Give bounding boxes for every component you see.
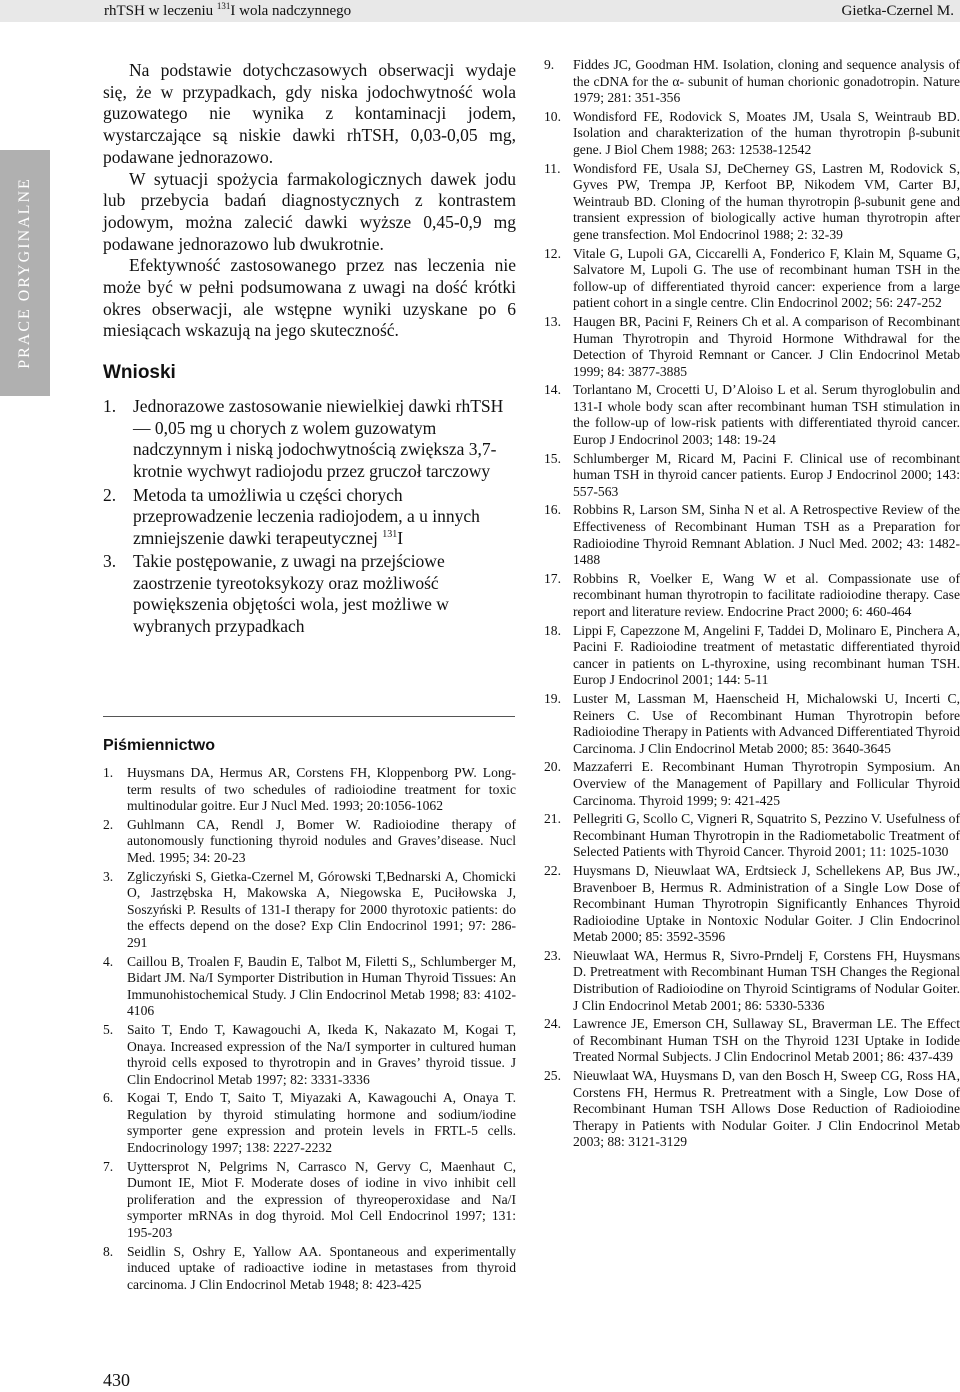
reference-number: 7.	[103, 1158, 114, 1174]
conclusion-sup: 131	[382, 528, 398, 540]
conclusions-list	[103, 396, 516, 638]
reference-item	[544, 863, 960, 946]
reference-text: Mazzaferri E. Recombinant Human Thyrotropin Symposium. An Overview of the Management of Papillary and Follicular Thyroid Carcinoma. Thyroid 1999; 9: 421-425	[573, 759, 960, 808]
reference-number: 13.	[544, 313, 561, 329]
reference-item	[544, 1016, 960, 1066]
reference-number: 25.	[544, 1068, 561, 1084]
reference-number: 4.	[103, 953, 114, 969]
reference-item	[544, 759, 960, 809]
reference-number: 15.	[544, 450, 561, 466]
reference-text: Seidlin S, Oshry E, Yallow AA. Spontaneous and experimentally induced uptake of radioactive iodine in metastases from thyroid carcinoma. J Clin Endocrinol Metab 1948; 8: 423-425	[127, 1243, 516, 1292]
reference-number: 1.	[103, 765, 114, 780]
reference-number: 16.	[544, 502, 561, 518]
reference-text: Schlumberger M, Ricard M, Pacini F. Clinical use of recombinant human TSH in thyroid cancer patients. Europ J Endocrinol 2000; 143: 557-563	[573, 450, 960, 499]
header-author: Gietka-Czernel M.	[841, 3, 954, 19]
reference-number: 6.	[103, 1090, 114, 1106]
reference-number: 14.	[544, 382, 561, 398]
references-list-left	[103, 765, 516, 1293]
reference-text: Wondisford FE, Rodovick S, Moates JM, Usala S, Weintraub BD. Isolation and charakterization of the human thyrotropin β-subunit gene. J Biol Chem 1988; 263: 12538-12542	[573, 108, 960, 157]
reference-item	[103, 765, 516, 815]
conclusions-heading: Wnioski	[103, 362, 176, 384]
reference-number: 23.	[544, 947, 561, 963]
conclusion-text: Takie postępowanie, z uwagi na przejściowe zaostrzenie tyreotoksykozy oraz możliwość powiększenia objętości wola, jest możliwe w wybranych przypadkach	[133, 551, 449, 637]
reference-item	[544, 314, 960, 380]
references-column-left	[103, 765, 516, 1295]
conclusion-number: 2.	[103, 484, 117, 505]
reference-text: Zgliczyński S, Gietka-Czernel M, Górowski T,Bednarski A, Chomicki O, Jastrzębska H, Makowska A, Niegowska E, Puciłowska J, Soszyński P. Results of 131-I therapy for 2000 thyrotoxic patients: do the effects depend on the dose? Exp Clin Endocrinol 1991; 97: 286-291	[127, 868, 516, 950]
reference-item	[103, 1159, 516, 1242]
references-list-right	[544, 57, 960, 1151]
body-paragraph-2: W sytuacji spożycia farmakologicznych dawek jodu lub przebycia badań diagnostycznych z kontrastem jodowym, można zalecić dawki wyższe 0,45-0,9 mg podawane jednorazowo lub dwukrotnie.	[103, 168, 516, 254]
reference-text: Huysmans DA, Hermus AR, Corstens FH, Kloppenborg PW. Long-term results of two schedules of radioiodine treatment for toxic multinodular goitre. Eur J Nucl Med. 1993; 20:1056-1062	[127, 765, 516, 814]
header-title	[104, 1, 351, 21]
conclusion-text: Metoda ta umożliwia u części chorych przeprowadzenie leczenia radiojodem, a u innych zmniejszenie dawki terapeutycznej	[133, 484, 480, 548]
reference-number: 11.	[544, 160, 561, 176]
reference-text: Lawrence JE, Emerson CH, Sullaway SL, Braverman LE. The Effect of Recombinant Human TSH on the Thyroid 123I Uptake in Iodide Treated Normal Subjects. J Clin Endocrinol Metab 2001; 86: 437-439	[573, 1016, 960, 1065]
reference-text: Robbins R, Voelker E, Wang W et al. Compassionate use of recombinant human thyrotropin to facilitate radioiodine therapy. Case report and literature review. Endocrine Pract 2000; 6: 460-464	[573, 570, 960, 619]
reference-number: 17.	[544, 570, 561, 586]
reference-number: 24.	[544, 1016, 561, 1032]
running-header	[0, 0, 960, 22]
reference-item	[103, 1090, 516, 1156]
reference-item	[544, 161, 960, 244]
page-number: 430	[103, 1370, 130, 1390]
reference-number: 10.	[544, 108, 561, 124]
reference-text: Huysmans D, Nieuwlaat WA, Erdtsieck J, Schellekens AP, Bus JW., Bravenboer B, Hermus R. Administration of a Single Low Dose of Recombinant Human Thyrotropin Significantly Enhances Thyroid Radioiodine Uptake in Nontoxic Nodular Goiter. J Clin Endocrinol Metab 2000; 85: 3592-3596	[573, 862, 960, 945]
reference-item	[544, 502, 960, 568]
reference-item	[544, 811, 960, 861]
section-divider	[103, 716, 515, 717]
reference-text: Kogai T, Endo T, Saito T, Miyazaki A, Kawagouchi A, Onaya T. Regulation by thyroid stimulating hormone and sodium/iodine symporter gene expression and protein levels in FRTL-5 cells. Endocrinology 1997; 138: 2227-2232	[127, 1090, 516, 1156]
conclusion-item	[103, 485, 516, 550]
conclusion-item	[103, 396, 516, 482]
reference-text: Robbins R, Larson SM, Sinha N et al. A Retrospective Review of the Effectiveness of Recombinant Human TSH as a Preparation for Radioiodine Thyroid Remnant Ablation. J Nucl Med. 2002; 43: 1482-1488	[573, 502, 960, 568]
reference-text: Torlantano M, Crocetti U, D’Aloiso L et al. Serum thyroglobulin and 131-I whole body scan after recombinant human TSH stimulation in the follow-up of low-risk patients with differentiated thyroid cancer. Europ J Endocrinol 2003; 148: 19-24	[573, 382, 960, 448]
reference-text: Caillou B, Troalen F, Baudin E, Talbot M, Filetti S,, Schlumberger M, Bidart JM. Na/I Symporter Distribution in Human Thyroid Tissues: An Immunohistochemical Study. J Clin Endocrinol Metab 1998; 83: 4102-4106	[127, 953, 516, 1019]
reference-text: Vitale G, Lupoli GA, Ciccarelli A, Fonderico F, Klain M, Squame G, Salvatore M, Lupoli G. The use of recombinant human TSH in the follow-up of differentiated thyroid cancer: experience from a large patient cohort in a single centre. Clin Endocrinol 2002; 56: 247-252	[573, 245, 960, 311]
references-column-right	[544, 57, 960, 1153]
reference-number: 9.	[544, 57, 555, 72]
reference-number: 19.	[544, 690, 561, 706]
reference-number: 3.	[103, 868, 114, 884]
reference-item	[544, 1068, 960, 1151]
section-side-tab	[0, 150, 50, 396]
reference-text: Saito T, Endo T, Kawagouchi A, Ikeda K, Nakazato M, Kogai T, Onaya. Increased expression of the Na/I symporter in cultured human thyroid cells exposed to thyrotropin and in Graves’ thyroid tissue. J Clin Endocrinol Metab 1997; 82: 3331-3336	[127, 1021, 516, 1087]
reference-text: Luster M, Lassman M, Haenscheid H, Michalowski U, Incerti C, Reiners C. Use of Recombinant Human Thyrotropin before Radioiodine Therapy in Patients with Advanced Differentiated Thyroid Carcinoma. J Clin Endocrinol Metab 2000; 85: 3640-3645	[573, 690, 960, 756]
reference-number: 22.	[544, 862, 561, 878]
reference-text: Nieuwlaat WA, Huysmans D, van den Bosch H, Sweep CG, Ross HA, Corstens FH, Hermus R. Pretreatment with a Single, Low Dose of Recombinant Human TSH Allows Dose Reduction of Radioiodine Therapy in Patients with Nodular Goiter. J Clin Endocrinol Metab 2003; 88: 3121-3129	[573, 1068, 960, 1150]
reference-text: Guhlmann CA, Rendl J, Bomer W. Radioiodine therapy of autonomously functioning thyroid nodules and Graves’disease. Nucl Med. 1995; 34: 20-23	[127, 816, 516, 865]
reference-item	[103, 954, 516, 1020]
reference-text: Haugen BR, Pacini F, Reiners Ch et al. A comparison of Recombinant Human Thyrotropin and Thyroid Hormone Withdrawal for the Detection of Thyroid Remnant or Cancer. J Clin Endocrinol Metab 1999; 84: 3877-3885	[573, 313, 960, 379]
reference-text: Nieuwlaat WA, Hermus R, Sivro-Prndelj F, Corstens FH, Huysmans D. Pretreatment with Recombinant Human TSH Changes the Regional Distribution of Radioiodine on Thyroid Scintigrams of Nodular Goiter. J Clin Endocrinol Metab 2001; 86: 5330-5336	[573, 947, 960, 1013]
references-heading: Piśmiennictwo	[103, 737, 216, 754]
reference-number: 8.	[103, 1243, 114, 1259]
reference-item	[544, 57, 960, 107]
section-side-tab-label: PRACE ORYGINALNE	[16, 177, 33, 369]
reference-number: 20.	[544, 759, 561, 775]
body-paragraph-1: Na podstawie dotychczasowych obserwacji wydaje się, że w przypadkach, gdy niska jodochwytność wola guzowatego nie wynika z kontaminacji jodem, wystarczające są niskie dawki rhTSH, 0,03-0,05 mg, podawane jednorazowo.	[103, 60, 516, 167]
conclusion-text: Jednorazowe zastosowanie niewielkiej dawki rhTSH — 0,05 mg u chorych z wolem guzowatym nadczynnym i niską jodochwytnością zwiększa 3,7-krotnie wychwyt radiojodu przez gruczoł tarczowy	[133, 396, 504, 481]
main-text-column	[103, 58, 516, 640]
reference-text: Wondisford FE, Usala SJ, DeCherney GS, Lastren M, Rodovick S, Gyves PW, Trempa JP, Kerfoot BP, Nikodem VM, Carter BJ, Weintraub BD. Cloning of the human thyrotropin β-subunit gene and transient expression of biologically active human thyrotropin after gene transfection. Mol Endocrinol 1988; 2: 32-39	[573, 160, 960, 242]
reference-item	[103, 1244, 516, 1294]
reference-number: 2.	[103, 816, 114, 832]
reference-item	[103, 1022, 516, 1088]
reference-text: Uyttersprot N, Pelgrims N, Carrasco N, Gervy C, Maenhaut C, Dumont IE, Miot F. Moderate doses of iodine in vivo inhibit cell proliferation and the expression of thyreoperoxidase and Na/I symporter mRNAs in dog thyroid. Mol Cell Endocrinol 1997; 131: 195-203	[127, 1158, 516, 1241]
conclusion-number: 3.	[103, 551, 117, 572]
conclusion-item	[103, 551, 516, 637]
reference-number: 18.	[544, 622, 561, 638]
conclusion-number: 1.	[103, 396, 117, 417]
reference-text: Pellegriti G, Scollo C, Vigneri R, Squatrito S, Pezzino V. Usefulness of Recombinant Human Thyrotropin in the Radiometabolic Treatment of Selected Patients with Thyroid Cancer. Thyroid 2001; 11: 1025-1030	[573, 811, 960, 860]
body-paragraph-3: Efektywność zastosowanego przez nas leczenia nie może być w pełni podsumowana z uwagi na dość krótki okres obserwacji, ale wstępne wyniki uzyskane po 6 miesiącach wskazują na jego skuteczność.	[103, 255, 516, 341]
reference-item	[103, 817, 516, 867]
reference-text: Fiddes JC, Goodman HM. Isolation, cloning and sequence analysis of the cDNA for the α- subunit of human chorionic gonadotropin. Nature 1979; 281: 351-356	[573, 57, 960, 106]
reference-text: Lippi F, Capezzone M, Angelini F, Taddei D, Molinaro E, Pinchera A, Pacini F. Radioiodine treatment of metastatic differentiated thyroid cancer in patients on L-thyroxine, using recombinant human TSH. Europ J Endocrinol 2001; 144: 5-11	[573, 622, 960, 688]
conclusion-tail: I	[397, 527, 404, 548]
reference-item	[544, 451, 960, 501]
reference-item	[103, 869, 516, 952]
reference-item	[544, 571, 960, 621]
reference-item	[544, 246, 960, 312]
header-title-prefix: rhTSH w leczeniu	[104, 3, 217, 19]
header-title-sup: 131	[216, 1, 231, 11]
header-title-suffix: I wola nadczynnego	[230, 3, 352, 19]
reference-number: 5.	[103, 1021, 114, 1037]
reference-number: 12.	[544, 245, 561, 261]
reference-item	[544, 382, 960, 448]
reference-item	[544, 948, 960, 1014]
reference-item	[544, 109, 960, 159]
reference-item	[544, 691, 960, 757]
reference-item	[544, 623, 960, 689]
reference-number: 21.	[544, 811, 561, 827]
